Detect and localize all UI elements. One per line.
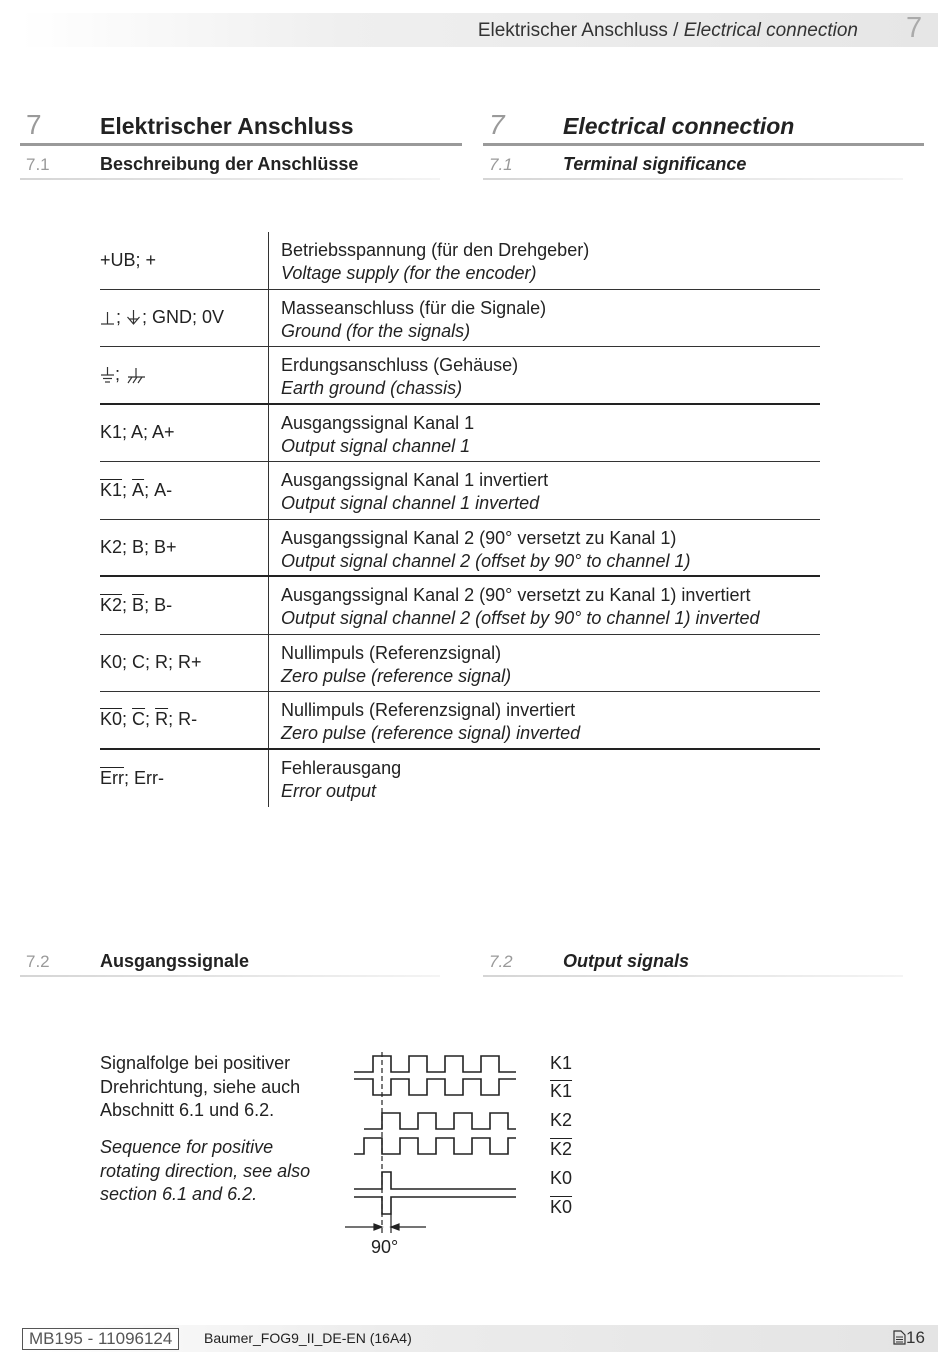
section-7-1-title-en: Terminal significance xyxy=(563,154,747,174)
table-row xyxy=(100,635,820,693)
table-row xyxy=(100,462,820,520)
table-row xyxy=(100,520,820,578)
terminal-description: Ausgangssignal Kanal 2 (90° versetzt zu Kanal 1) Output signal channel 2 (offset by 90° to channel 1) xyxy=(281,527,691,571)
signal-timing-diagram xyxy=(340,1048,530,1260)
waveform-k0 xyxy=(354,1172,516,1189)
section-7-2-number-de: 7.2 xyxy=(26,952,50,971)
signal-label-k2-inverted: K2 xyxy=(550,1139,573,1159)
page-header-title: Elektrischer Anschluss / Electrical connection xyxy=(477,20,858,41)
terminal-description: Ausgangssignal Kanal 1 Output signal channel 1 xyxy=(281,412,475,456)
page-number: 16 xyxy=(893,1328,925,1348)
terminal-label: $\overline{Err}$ ; Err- xyxy=(100,750,269,808)
table-row xyxy=(100,347,820,405)
section-rule xyxy=(20,975,440,977)
ground-symbol-icon xyxy=(100,310,115,326)
signal-label-k1-inverted: K1 xyxy=(550,1081,573,1101)
section-rule xyxy=(483,178,903,180)
chapter-title-de: Elektrischer Anschluss xyxy=(100,113,354,139)
terminal-label: K0; C; R; R+ xyxy=(100,635,269,692)
waveform-k2-inverted xyxy=(354,1138,516,1154)
terminal-label: K0 ; $\overline{C}$ ; $\overline{R}$ ; R- xyxy=(100,692,269,748)
section-7-2-title-en: Output signals xyxy=(563,951,689,971)
chapter-rule-en xyxy=(483,143,924,146)
table-row xyxy=(100,290,820,348)
terminal-description: Ausgangssignal Kanal 1 invertiert Output signal channel 1 inverted xyxy=(281,470,549,513)
section-7-2-number-en: 7.2 xyxy=(489,952,513,971)
section-7-2-title-de: Ausgangssignale xyxy=(100,951,250,971)
section-rule xyxy=(20,178,440,180)
terminal-table xyxy=(100,232,820,807)
terminal-description: Masseanschluss (für die Signale) Ground (for the signals) xyxy=(281,297,547,341)
chapter-number-de: 7 xyxy=(26,109,42,140)
signal-label-k0-inverted: K0 xyxy=(550,1197,573,1217)
terminal-label: ; ; GND; 0V xyxy=(100,290,269,347)
signal-label-k0: K0 xyxy=(550,1168,573,1188)
terminal-description: Nullimpuls (Referenzsignal) invertiert Zero pulse (reference signal) inverted xyxy=(281,700,581,743)
terminal-description: Fehlerausgang Error output xyxy=(281,757,402,801)
terminal-description: Betriebsspannung (für den Drehgeber) Voltage supply (for the encoder) xyxy=(281,240,590,283)
signal-description-de: Signalfolge bei positiver Drehrichtung, siehe auch Abschnitt 6.1 und 6.2. xyxy=(100,1053,301,1120)
table-row xyxy=(100,577,820,635)
terminal-label: +UB; + xyxy=(100,232,269,289)
table-row xyxy=(100,750,820,808)
terminal-description: Ausgangssignal Kanal 2 (90° versetzt zu Kanal 1) invertiert Output signal channel 2 (offset by 90° to channel 1) inverted xyxy=(281,585,760,628)
file-name: Baumer_FOG9_II_DE-EN (16A4) xyxy=(204,1330,412,1346)
chapter-rule-de xyxy=(20,143,462,146)
terminal-label: K2; B; B+ xyxy=(100,520,269,576)
document-number: MB195 - 11096124 xyxy=(22,1328,179,1350)
signal-description-en: Sequence for positive rotating direction, see also section 6.1 and 6.2. xyxy=(100,1137,311,1204)
signal-label-k2: K2 xyxy=(550,1110,573,1130)
table-row xyxy=(100,232,820,290)
page-header-chapter: 7 xyxy=(906,12,923,44)
terminal-label: K1; A; A+ xyxy=(100,405,269,462)
waveform-k1-inverted xyxy=(354,1079,516,1095)
terminal-description: Erdungsanschluss (Gehäuse) Earth ground (chassis) xyxy=(281,355,519,398)
terminal-label: K2 ; $\overline{B}$ ; B- xyxy=(100,577,269,634)
chapter-number-en: 7 xyxy=(489,109,505,140)
section-7-1-number-de: 7.1 xyxy=(26,155,50,174)
waveform-k1 xyxy=(354,1056,516,1072)
table-row xyxy=(100,692,820,750)
terminal-description: Nullimpuls (Referenzsignal) Zero pulse (reference signal) xyxy=(281,642,512,686)
earth-ground-icon xyxy=(100,366,115,384)
phase-angle-label: 90° xyxy=(371,1237,399,1257)
terminal-label: K1 ; $\overline{A}$ ; A- xyxy=(100,462,269,519)
terminal-label: ; xyxy=(100,347,269,403)
page-icon xyxy=(893,1330,906,1345)
section-rule xyxy=(483,975,903,977)
waveform-k2 xyxy=(364,1113,516,1129)
signal-label-k1: K1 xyxy=(550,1053,573,1073)
table-row xyxy=(100,405,820,463)
waveform-k0-inverted xyxy=(354,1197,516,1214)
section-7-1-title-de: Beschreibung der Anschlüsse xyxy=(100,154,359,174)
signal-ground-icon xyxy=(126,309,141,326)
chassis-ground-icon xyxy=(125,366,147,384)
chapter-title-en: Electrical connection xyxy=(563,113,795,139)
section-7-1-number-en: 7.1 xyxy=(489,155,513,174)
